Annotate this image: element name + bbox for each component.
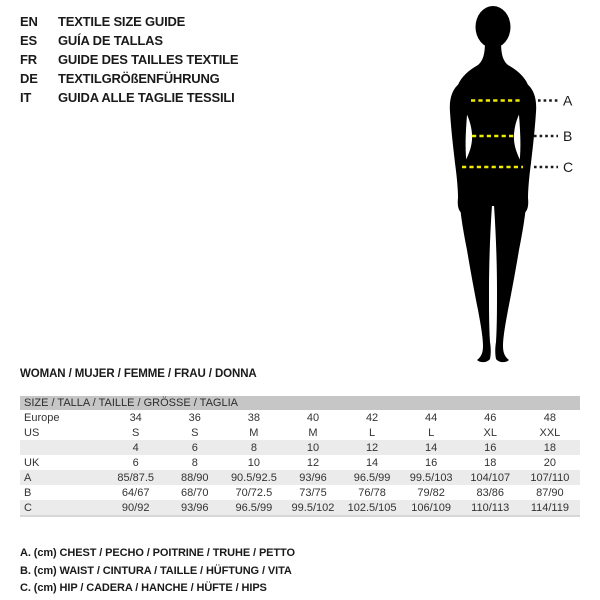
size-cell: 99.5/102 <box>283 500 342 516</box>
size-cell: 14 <box>365 456 379 469</box>
size-cell: 10 <box>283 440 342 455</box>
language-row-it <box>20 88 238 107</box>
size-cell: XXL <box>539 426 561 439</box>
size-cell: 110/113 <box>461 500 520 516</box>
size-cell: 102.5/105 <box>343 500 402 516</box>
woman-silhouette-figure <box>425 0 600 375</box>
row-label: US <box>24 426 40 439</box>
size-cell: 36 <box>188 411 201 424</box>
size-cell: 104/107 <box>461 470 520 485</box>
silhouette-right-leg <box>493 178 527 362</box>
size-cell: M <box>308 426 318 439</box>
size-cell: 40 <box>306 411 320 424</box>
size-cell: 99.5/103 <box>402 470 461 485</box>
size-cell: S <box>191 426 199 439</box>
silhouette-left-leg <box>459 178 493 362</box>
size-cell: 90/92 <box>106 500 165 516</box>
size-cell: 87/90 <box>536 486 564 499</box>
legend-line-hip: C. (cm) HIP / CADERA / HANCHE / HÜFTE / HIPS <box>20 582 267 594</box>
row-label <box>20 440 106 455</box>
row-label: A <box>20 470 106 485</box>
size-table <box>20 396 580 517</box>
language-code: IT <box>20 90 32 105</box>
language-title-block <box>20 12 238 107</box>
language-title: TEXTILE SIZE GUIDE <box>58 14 186 29</box>
size-cell: 93/96 <box>283 470 342 485</box>
size-cell: 93/96 <box>165 500 224 516</box>
size-cell: L <box>428 426 435 439</box>
size-cell: 4 <box>106 440 165 455</box>
gender-section-title: WOMAN / MUJER / FEMME / FRAU / DONNA <box>20 368 257 380</box>
table-row-hip <box>20 500 580 516</box>
language-row-es <box>20 31 238 50</box>
size-cell: 14 <box>402 440 461 455</box>
size-cell: 6 <box>132 456 139 469</box>
measurement-legend <box>20 545 295 598</box>
size-cell: 6 <box>165 440 224 455</box>
table-row-europe <box>20 410 580 425</box>
size-cell: 73/75 <box>299 486 327 499</box>
size-cell: L <box>369 426 376 439</box>
size-cell: 64/67 <box>121 486 150 499</box>
language-code: EN <box>20 14 38 29</box>
legend-line-waist: B. (cm) WAIST / CINTURA / TAILLE / HÜFTUNG / VITA <box>20 564 292 577</box>
size-cell: M <box>249 426 259 439</box>
waist-label: B <box>563 128 573 144</box>
size-cell: 96.5/99 <box>343 470 402 485</box>
table-row-chest <box>20 470 580 485</box>
language-title: GUIDA ALLE TAGLIE TESSILI <box>58 90 235 105</box>
size-cell: 20 <box>543 456 557 469</box>
size-cell: 16 <box>425 456 438 469</box>
size-cell: 12 <box>306 456 320 469</box>
size-cell: 8 <box>191 456 198 469</box>
size-cell: 48 <box>543 411 557 424</box>
size-cell: 12 <box>343 440 402 455</box>
size-cell: 107/110 <box>520 470 580 485</box>
size-cell: 76/78 <box>358 486 386 499</box>
size-cell: 34 <box>129 411 142 424</box>
size-table-header-row <box>20 396 580 410</box>
language-code: FR <box>20 52 37 67</box>
chest-label: A <box>563 92 573 109</box>
language-code: ES <box>20 33 37 48</box>
language-row-de <box>20 69 238 88</box>
legend-line-chest: A. (cm) CHEST / PECHO / POITRINE / TRUHE / PETTO <box>20 547 295 559</box>
size-cell: 44 <box>425 411 438 424</box>
language-title: GUÍA DE TALLAS <box>58 33 163 48</box>
language-row-en <box>20 12 238 31</box>
size-cell: 90.5/92.5 <box>224 470 283 485</box>
row-label: B <box>24 486 32 499</box>
table-row-waist <box>20 485 580 500</box>
language-title: TEXTILGRÖßENFÜHRUNG <box>58 71 220 86</box>
size-cell: 18 <box>520 440 580 455</box>
size-cell: 68/70 <box>181 486 209 499</box>
size-cell: 18 <box>484 456 497 469</box>
size-cell: 114/119 <box>520 500 580 516</box>
hip-label: C <box>563 159 574 175</box>
size-cell: 85/87.5 <box>106 470 165 485</box>
size-cell: 83/86 <box>476 486 505 499</box>
row-label: UK <box>24 456 40 469</box>
size-cell: 106/109 <box>402 500 461 516</box>
size-cell: 79/82 <box>417 486 445 499</box>
table-row-us <box>20 425 580 440</box>
table-row-uk <box>20 455 580 470</box>
language-code: DE <box>20 71 38 86</box>
size-table-header: SIZE / TALLA / TAILLE / GRÖSSE / TAGLIA <box>20 396 580 410</box>
size-cell: 96.5/99 <box>224 500 283 516</box>
size-cell: 88/90 <box>165 470 224 485</box>
size-cell: 16 <box>461 440 520 455</box>
table-row-numeric <box>20 440 580 455</box>
size-cell: S <box>132 426 140 439</box>
size-cell: XL <box>483 426 497 439</box>
size-cell: 8 <box>224 440 283 455</box>
size-cell: 38 <box>247 411 260 424</box>
size-cell: 42 <box>365 411 379 424</box>
size-cell: 46 <box>484 411 497 424</box>
language-title: GUIDE DES TAILLES TEXTILE <box>58 52 239 67</box>
row-label: C <box>20 500 106 516</box>
size-cell: 10 <box>247 456 260 469</box>
row-label: Europe <box>24 411 60 424</box>
language-row-fr <box>20 50 238 69</box>
size-cell: 70/72.5 <box>235 486 273 499</box>
